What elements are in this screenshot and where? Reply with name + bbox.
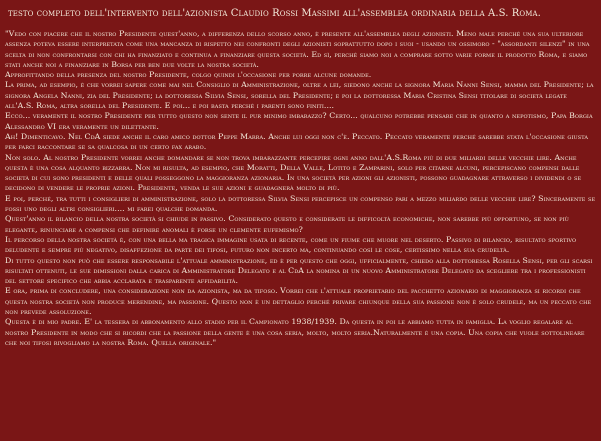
paragraph: Non solo. Al nostro Presidente vorrei anche domandare se non trova imbarazzante percepire ogni anno dall'A.S.Roma più di due miliardi delle vecchie lire. Anche questa è una cosa alquanto bizzarra. Non mi risulta, ad esempio, che Moratti, Della Valle, Lotito e Zamparini, solo per citarne alcuni, percepiscano compensi dalle società di cui sono presidenti e delle quali posseggono la maggioranza azionaria. In una società per azioni gli azionisti, possono guadagnare attraverso i dividendi o se decidono di vendere le proprie azioni. Presidente, venda le sue azioni e guadagnerà molto di più. [5, 152, 582, 193]
paragraph: Approfittando della presenza del nostro Presidente, colgo quindi l'occasione per porre alcune domande. [5, 70, 372, 80]
paragraph: "Vedo con piacere che il nostro Presidente quest'anno, a differenza dello scorso anno, è presente all'assemblea degli azionisti. Meno male perché una sua ulteriore assenza poteva essere interpretata come una mancanza di rispetto nei confronti degli azionisti soprattutto dopo i suoi - usando un ossimoro - "assordanti silenzi" in una scelta di non confrontarsi con chi ha finanziato e continua a finanziare questa società. Ed sì, perché siamo noi a comprare sotto varie forme il prodotto Roma, e siamo stati anche noi a finanziare in Borsa per ben due volte la nostra società. [5, 29, 590, 69]
paragraph: E poi, perché, tra tutti i consiglieri di amministrazione, solo la dottoressa Silvia Sensi percepisce un compenso pari a mezzo miliardo delle vecchie lire? Sinceramente se fossi uno degli altri consiglieri.... mi farei qualche domanda. [5, 193, 596, 214]
paragraph: Il percorso della nostra società è, con una bella ma tragica immagine usata di recente, come un fiume che muore nel deserto. Passivo di bilancio, risultato sportivo deludente e sempre più negativo, disaffezione da parte dei tifosi, futuro non incerto ma, continuando così le cose, certissimo nella sua crudeltà. [5, 234, 577, 255]
document-title: testo completo dell'intervento dell'azionista Claudio Rossi Massimi all'assemblea ordinaria della A.S. Roma. [8, 8, 541, 19]
paragraph: E ora, prima di concludere, una considerazione non da azionista, ma da tifoso. Vorrei che l'attuale proprietario del pacchetto azionario di maggioranza si ricordi che questa nostra società non produce merendine, ma passione. Questo non è un dettaglio perché privare chiunque della sua passione non è solo crudele, ma un peccato che non prevede assoluzione. [5, 286, 592, 317]
paragraph: Di tutto questo non può che essere responsabile l'attuale amministrazione, ed è per questo che oggi, ufficialmente, chiedo alla dottoressa Rosella Sensi, per gli scarsi risultati ottenuti, le sue dimissioni dalla carica di Amministratore Delegato e al CdA la nomina di un nuovo Amministratore Delegato da scegliere tra i professionisti del settore specifico che abbia acclarata e trasparente affidabilità. [5, 255, 593, 286]
paragraph: Questa è di mio padre. E' la tessera di abbonamento allo stadio per il Campionato 1938/1939. Da questa in poi le abbiamo tutta in famiglia. La voglio regalare al nostro Presidente in modo che si ricordi che la passione della gente è una cosa seria, molto, molto seria.Naturalmente è una copia. Una copia che vuole sottolineare che noi tifosi rivogliamo la nostra Roma. Quella originale." [5, 317, 585, 347]
paragraph: Ecco... veramente il nostro Presidente per tutto questo non sente il pur minimo imbarazzo? Certo... qualcuno potrebbe pensare che in quanto a nepotismo, Papa Borgia Alessandro VI era veramente un dilettante. [5, 111, 593, 131]
paragraph: La prima, ad esempio, è che vorrei sapere come mai nel Consiglio di Amministrazione, oltre a lei, siedono anche la signora Maria Nanni Sensi, mamma del Presidente; la signora Angela Nanni, zia del Presidente; la dottoressa Silvia Sensi, sorella del Presidente; e poi la dottoressa Maria Cristina Sensi titolare di società legate all'A.S. Roma, altra sorella del Presidente. E poi... e poi basta perché i parenti sono finiti.... [5, 80, 594, 111]
paragraph: Quest'anno il bilancio della nostra società si chiude in passivo. Considerato questo e considerate le difficoltà economiche, non sarebbe più opportuno, se non più elegante, rinunciare a compensi che definire anomali è forse un clemente eufemismo? [5, 214, 569, 234]
paragraph: Ah! Dimenticavo. Nel CdA siede anche il caro amico dottor Peppe Marra. Anche lui oggi non c'è. Peccato. Peccato veramente perché sarebbe stata l'occasione giusta per farci raccontare se sa qualcosa di un certo fax arabo. [5, 131, 588, 152]
document-body [5, 29, 597, 348]
